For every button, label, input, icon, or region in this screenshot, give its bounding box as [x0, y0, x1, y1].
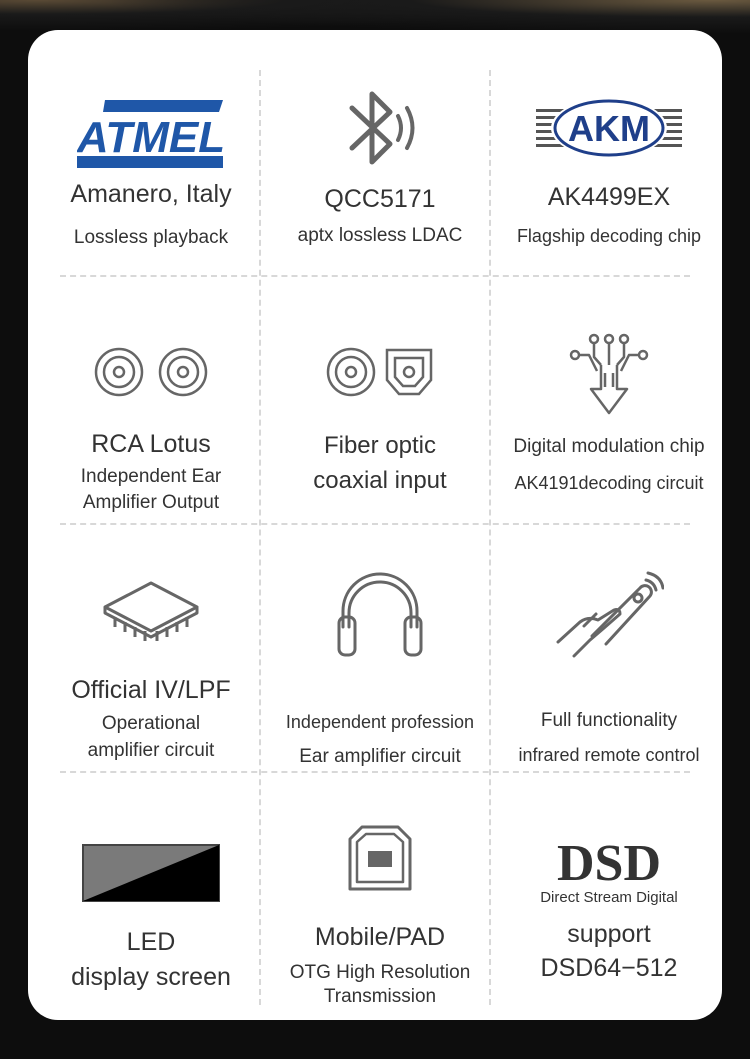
dsd-logo [494, 828, 722, 908]
feature-iv-lpf [36, 525, 266, 771]
feature-subtitle-line2: Amplifier Output [82, 492, 220, 513]
led-screen-icon [36, 843, 266, 903]
feature-subtitle-line1: Independent Ear [80, 466, 222, 487]
feature-remote [494, 525, 722, 771]
feature-subtitle-line1: OTG High Resolution [289, 962, 471, 983]
feature-akm [494, 30, 722, 275]
feature-title: Amanero, Italy [70, 180, 232, 208]
feature-title: Mobile/PAD [314, 923, 446, 951]
feature-subtitle: Flagship decoding chip [516, 226, 702, 246]
circuit-arrow-icon [494, 332, 722, 417]
feature-title: Official IV/LPF [71, 676, 231, 704]
feature-dsd [494, 773, 722, 1020]
svg-text:DSD: DSD [556, 835, 662, 892]
rca-jack-icon [36, 347, 266, 397]
svg-text:ATMEL: ATMEL [77, 112, 225, 162]
feature-subtitle-line1: Operational [101, 713, 201, 734]
atmel-logo [36, 95, 266, 170]
feature-subtitle: AK4191decoding circuit [514, 473, 704, 493]
feature-ear-amp [265, 525, 495, 771]
feature-title: Digital modulation chip [513, 436, 705, 457]
headphones-icon [265, 567, 495, 659]
feature-title: support [567, 920, 651, 948]
coax-optical-icon [265, 347, 495, 397]
feature-usb [265, 773, 495, 1020]
feature-card [28, 30, 722, 1020]
feature-subtitle: DSD64−512 [540, 954, 678, 982]
akm-logo [494, 92, 722, 162]
feature-subtitle: infrared remote control [518, 745, 700, 765]
feature-subtitle: aptx lossless LDAC [297, 225, 463, 246]
bluetooth-icon [265, 85, 495, 170]
svg-text:Direct Stream Digital: Direct Stream Digital [540, 889, 678, 906]
feature-subtitle: Ear amplifier circuit [299, 746, 461, 767]
feature-title: Independent profession [285, 712, 475, 732]
feature-digital-modulation [494, 277, 722, 523]
feature-subtitle: display screen [71, 963, 231, 991]
feature-subtitle-line2: amplifier circuit [87, 740, 215, 761]
usb-b-icon [265, 823, 495, 893]
chip-icon [36, 577, 266, 647]
feature-bluetooth [265, 30, 495, 275]
feature-rca [36, 277, 266, 523]
svg-text:AKM: AKM [568, 108, 650, 149]
feature-led [36, 773, 266, 1020]
feature-subtitle: coaxial input [313, 467, 447, 494]
remote-control-icon [494, 570, 722, 660]
feature-subtitle-line2: Transmission [323, 986, 437, 1007]
feature-title: Fiber optic [323, 432, 437, 459]
feature-subtitle: Lossless playback [73, 227, 229, 248]
feature-amanero [36, 30, 266, 275]
feature-title: QCC5171 [324, 185, 436, 213]
feature-fiber-coax [265, 277, 495, 523]
feature-title: RCA Lotus [91, 430, 211, 458]
feature-title: Full functionality [540, 710, 678, 731]
feature-title: LED [126, 928, 176, 956]
feature-title: AK4499EX [547, 183, 671, 211]
